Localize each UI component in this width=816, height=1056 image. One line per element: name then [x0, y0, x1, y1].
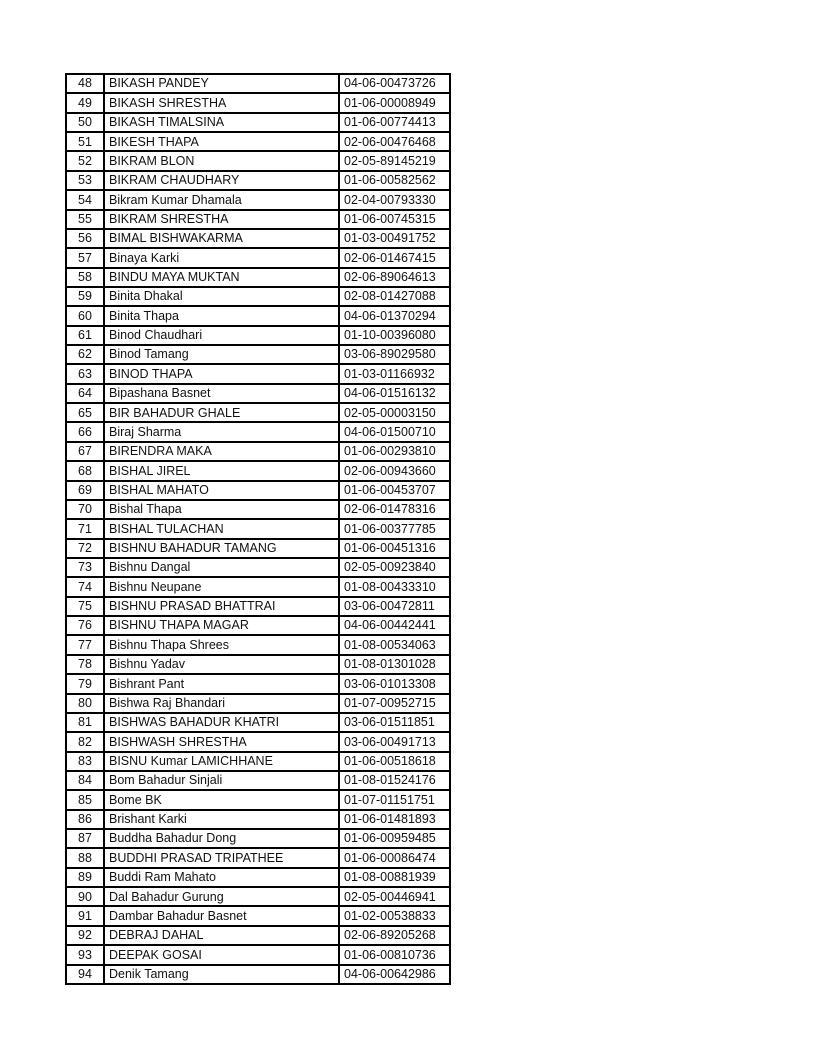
row-number-cell: 65 — [66, 403, 104, 422]
id-number-cell: 02-05-00003150 — [339, 403, 450, 422]
roster-table-body — [66, 74, 450, 984]
table-row — [66, 732, 450, 751]
table-row — [66, 364, 450, 383]
row-number-cell: 94 — [66, 965, 104, 984]
table-row — [66, 674, 450, 693]
row-number-cell: 54 — [66, 190, 104, 209]
row-number-cell: 55 — [66, 210, 104, 229]
name-cell: Dambar Bahadur Basnet — [104, 906, 339, 925]
row-number-cell: 87 — [66, 829, 104, 848]
id-number-cell: 04-06-00442441 — [339, 616, 450, 635]
table-row — [66, 577, 450, 596]
name-cell: Binita Thapa — [104, 306, 339, 325]
table-row — [66, 306, 450, 325]
id-number-cell: 01-06-00451316 — [339, 539, 450, 558]
table-row — [66, 210, 450, 229]
id-number-cell: 04-06-00642986 — [339, 965, 450, 984]
id-number-cell: 01-06-00582562 — [339, 171, 450, 190]
name-cell: Brishant Karki — [104, 810, 339, 829]
name-cell: Bishnu Dangal — [104, 558, 339, 577]
table-row — [66, 345, 450, 364]
name-cell: BUDDHI PRASAD TRIPATHEE — [104, 848, 339, 867]
row-number-cell: 62 — [66, 345, 104, 364]
id-number-cell: 01-06-00518618 — [339, 752, 450, 771]
name-cell: BIKASH SHRESTHA — [104, 93, 339, 112]
table-row — [66, 519, 450, 538]
name-cell: Bome BK — [104, 790, 339, 809]
table-row — [66, 500, 450, 519]
name-cell: BISHAL MAHATO — [104, 481, 339, 500]
row-number-cell: 48 — [66, 74, 104, 93]
table-row — [66, 655, 450, 674]
row-number-cell: 74 — [66, 577, 104, 596]
id-number-cell: 02-06-01467415 — [339, 248, 450, 267]
table-row — [66, 248, 450, 267]
id-number-cell: 04-06-00473726 — [339, 74, 450, 93]
row-number-cell: 83 — [66, 752, 104, 771]
id-number-cell: 01-06-00959485 — [339, 829, 450, 848]
name-cell: BISHAL TULACHAN — [104, 519, 339, 538]
id-number-cell: 02-06-00943660 — [339, 461, 450, 480]
row-number-cell: 88 — [66, 848, 104, 867]
table-row — [66, 113, 450, 132]
name-cell: Bishnu Yadav — [104, 655, 339, 674]
id-number-cell: 01-06-00377785 — [339, 519, 450, 538]
name-cell: BISNU Kumar LAMICHHANE — [104, 752, 339, 771]
row-number-cell: 90 — [66, 887, 104, 906]
table-row — [66, 965, 450, 984]
table-row — [66, 422, 450, 441]
table-row — [66, 635, 450, 654]
table-row — [66, 752, 450, 771]
row-number-cell: 93 — [66, 945, 104, 964]
id-number-cell: 01-08-00881939 — [339, 868, 450, 887]
table-row — [66, 539, 450, 558]
name-cell: Bishrant Pant — [104, 674, 339, 693]
table-row — [66, 887, 450, 906]
id-number-cell: 02-06-01478316 — [339, 500, 450, 519]
row-number-cell: 53 — [66, 171, 104, 190]
name-cell: Buddi Ram Mahato — [104, 868, 339, 887]
name-cell: BISHNU BAHADUR TAMANG — [104, 539, 339, 558]
id-number-cell: 01-03-01166932 — [339, 364, 450, 383]
table-row — [66, 616, 450, 635]
id-number-cell: 01-08-00534063 — [339, 635, 450, 654]
row-number-cell: 59 — [66, 287, 104, 306]
id-number-cell: 01-02-00538833 — [339, 906, 450, 925]
table-row — [66, 790, 450, 809]
id-number-cell: 01-06-00745315 — [339, 210, 450, 229]
id-number-cell: 01-06-00453707 — [339, 481, 450, 500]
row-number-cell: 77 — [66, 635, 104, 654]
row-number-cell: 69 — [66, 481, 104, 500]
name-cell: BIKRAM BLON — [104, 151, 339, 170]
table-row — [66, 403, 450, 422]
row-number-cell: 66 — [66, 422, 104, 441]
table-row — [66, 868, 450, 887]
id-number-cell: 02-08-01427088 — [339, 287, 450, 306]
table-row — [66, 384, 450, 403]
id-number-cell: 01-06-00293810 — [339, 442, 450, 461]
name-cell: Bom Bahadur Sinjali — [104, 771, 339, 790]
name-cell: BISHNU THAPA MAGAR — [104, 616, 339, 635]
row-number-cell: 80 — [66, 694, 104, 713]
roster-table — [65, 73, 451, 985]
row-number-cell: 61 — [66, 326, 104, 345]
table-row — [66, 442, 450, 461]
name-cell: Binod Tamang — [104, 345, 339, 364]
table-row — [66, 558, 450, 577]
name-cell: Bipashana Basnet — [104, 384, 339, 403]
id-number-cell: 02-06-00476468 — [339, 132, 450, 151]
name-cell: DEEPAK GOSAI — [104, 945, 339, 964]
table-row — [66, 93, 450, 112]
table-row — [66, 597, 450, 616]
id-number-cell: 04-06-01500710 — [339, 422, 450, 441]
row-number-cell: 76 — [66, 616, 104, 635]
row-number-cell: 57 — [66, 248, 104, 267]
id-number-cell: 03-06-89029580 — [339, 345, 450, 364]
row-number-cell: 67 — [66, 442, 104, 461]
name-cell: BIRENDRA MAKA — [104, 442, 339, 461]
row-number-cell: 51 — [66, 132, 104, 151]
id-number-cell: 03-06-01511851 — [339, 713, 450, 732]
table-row — [66, 171, 450, 190]
row-number-cell: 72 — [66, 539, 104, 558]
id-number-cell: 01-03-00491752 — [339, 229, 450, 248]
row-number-cell: 71 — [66, 519, 104, 538]
name-cell: BISHNU PRASAD BHATTRAI — [104, 597, 339, 616]
row-number-cell: 58 — [66, 268, 104, 287]
table-row — [66, 74, 450, 93]
table-row — [66, 461, 450, 480]
row-number-cell: 78 — [66, 655, 104, 674]
row-number-cell: 60 — [66, 306, 104, 325]
table-row — [66, 132, 450, 151]
id-number-cell: 03-06-00472811 — [339, 597, 450, 616]
table-row — [66, 190, 450, 209]
name-cell: BISHWAS BAHADUR KHATRI — [104, 713, 339, 732]
table-row — [66, 229, 450, 248]
row-number-cell: 52 — [66, 151, 104, 170]
name-cell: Bishnu Neupane — [104, 577, 339, 596]
name-cell: BIMAL BISHWAKARMA — [104, 229, 339, 248]
table-row — [66, 151, 450, 170]
table-row — [66, 481, 450, 500]
row-number-cell: 82 — [66, 732, 104, 751]
name-cell: Biraj Sharma — [104, 422, 339, 441]
table-row — [66, 926, 450, 945]
row-number-cell: 68 — [66, 461, 104, 480]
id-number-cell: 02-04-00793330 — [339, 190, 450, 209]
name-cell: BINDU MAYA MUKTAN — [104, 268, 339, 287]
row-number-cell: 50 — [66, 113, 104, 132]
id-number-cell: 01-08-01524176 — [339, 771, 450, 790]
id-number-cell: 01-06-00810736 — [339, 945, 450, 964]
id-number-cell: 02-06-89205268 — [339, 926, 450, 945]
name-cell: BINOD THAPA — [104, 364, 339, 383]
id-number-cell: 01-08-01301028 — [339, 655, 450, 674]
name-cell: BIKRAM SHRESTHA — [104, 210, 339, 229]
id-number-cell: 04-06-01516132 — [339, 384, 450, 403]
table-row — [66, 268, 450, 287]
name-cell: Bishwa Raj Bhandari — [104, 694, 339, 713]
name-cell: BIKASH TIMALSINA — [104, 113, 339, 132]
table-row — [66, 945, 450, 964]
row-number-cell: 49 — [66, 93, 104, 112]
table-row — [66, 326, 450, 345]
row-number-cell: 79 — [66, 674, 104, 693]
row-number-cell: 91 — [66, 906, 104, 925]
name-cell: BISHWASH SHRESTHA — [104, 732, 339, 751]
id-number-cell: 01-06-00008949 — [339, 93, 450, 112]
name-cell: Dal Bahadur Gurung — [104, 887, 339, 906]
table-row — [66, 810, 450, 829]
row-number-cell: 84 — [66, 771, 104, 790]
table-row — [66, 848, 450, 867]
name-cell: Binod Chaudhari — [104, 326, 339, 345]
id-number-cell: 01-06-00774413 — [339, 113, 450, 132]
table-row — [66, 906, 450, 925]
row-number-cell: 89 — [66, 868, 104, 887]
row-number-cell: 92 — [66, 926, 104, 945]
id-number-cell: 01-07-01151751 — [339, 790, 450, 809]
name-cell: Binita Dhakal — [104, 287, 339, 306]
name-cell: BIKASH PANDEY — [104, 74, 339, 93]
name-cell: DEBRAJ DAHAL — [104, 926, 339, 945]
id-number-cell: 01-10-00396080 — [339, 326, 450, 345]
table-row — [66, 829, 450, 848]
name-cell: Binaya Karki — [104, 248, 339, 267]
id-number-cell: 02-06-89064613 — [339, 268, 450, 287]
table-row — [66, 694, 450, 713]
id-number-cell: 01-06-01481893 — [339, 810, 450, 829]
id-number-cell: 02-05-00446941 — [339, 887, 450, 906]
id-number-cell: 04-06-01370294 — [339, 306, 450, 325]
row-number-cell: 85 — [66, 790, 104, 809]
row-number-cell: 73 — [66, 558, 104, 577]
table-row — [66, 713, 450, 732]
row-number-cell: 75 — [66, 597, 104, 616]
name-cell: Buddha Bahadur Dong — [104, 829, 339, 848]
name-cell: BIR BAHADUR GHALE — [104, 403, 339, 422]
table-row — [66, 287, 450, 306]
name-cell: Denik Tamang — [104, 965, 339, 984]
row-number-cell: 70 — [66, 500, 104, 519]
name-cell: BIKRAM CHAUDHARY — [104, 171, 339, 190]
name-cell: BIKESH THAPA — [104, 132, 339, 151]
row-number-cell: 56 — [66, 229, 104, 248]
id-number-cell: 01-08-00433310 — [339, 577, 450, 596]
name-cell: BISHAL JIREL — [104, 461, 339, 480]
id-number-cell: 02-05-89145219 — [339, 151, 450, 170]
id-number-cell: 02-05-00923840 — [339, 558, 450, 577]
table-row — [66, 771, 450, 790]
id-number-cell: 01-07-00952715 — [339, 694, 450, 713]
name-cell: Bishnu Thapa Shrees — [104, 635, 339, 654]
id-number-cell: 03-06-00491713 — [339, 732, 450, 751]
id-number-cell: 01-06-00086474 — [339, 848, 450, 867]
name-cell: Bikram Kumar Dhamala — [104, 190, 339, 209]
row-number-cell: 64 — [66, 384, 104, 403]
row-number-cell: 86 — [66, 810, 104, 829]
row-number-cell: 63 — [66, 364, 104, 383]
name-cell: Bishal Thapa — [104, 500, 339, 519]
id-number-cell: 03-06-01013308 — [339, 674, 450, 693]
row-number-cell: 81 — [66, 713, 104, 732]
